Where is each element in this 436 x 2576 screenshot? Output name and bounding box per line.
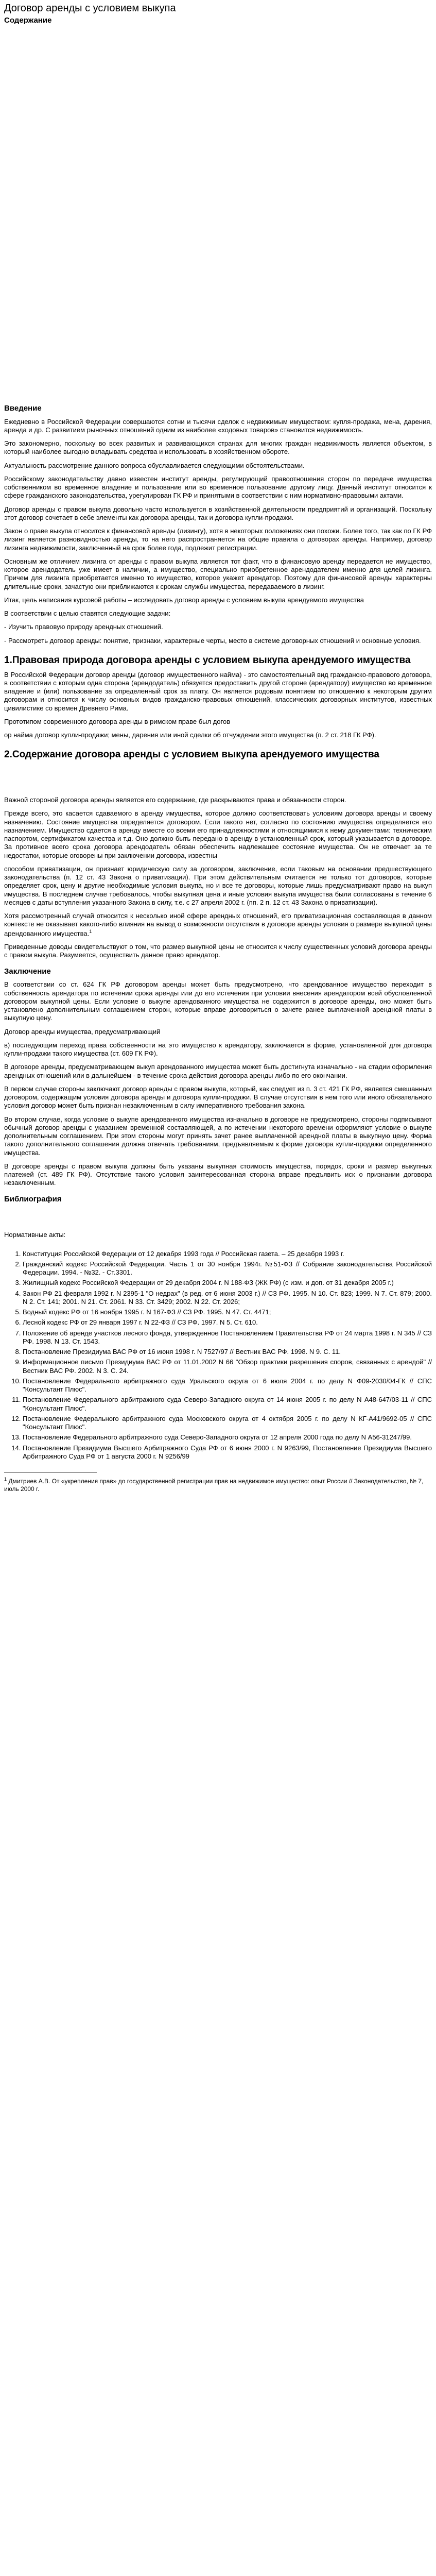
list-item: 11. Постановление Федерального арбитражного суда Северо-Западного округа от 14 июня 2005 г. по делу N А48-647/03-11 // СПС "Консультант Плюс". bbox=[23, 1396, 432, 1413]
list-item: 10. Постановление Федерального арбитражного суда Уральского округа от 6 июля 2004 г. по делу N Ф09-2030/04-ГК // СПС "Консультант Плюс". bbox=[23, 1377, 432, 1394]
contents-heading: Содержание bbox=[4, 16, 52, 25]
conclusion-paragraph: В договоре аренды, предусматривающем выкуп арендованного имущества может быть достигнута изначально - на стадии оформления арендных отношений или в дальнейшем - в течение срока действия договора аренды либо по его окончании. bbox=[4, 1063, 432, 1079]
intro-paragraph: Закон о праве выкупа относится к финансовой аренды (лизингу), хотя в некоторых положениях они похожи. Более того, так как по ГК РФ лизинг является разновидностью аренды, то на него распространяется на общие правила о договорах аренды. Например, договор лизинга недвижимости, заключенный на срок более года, подлежит регистрации. bbox=[4, 527, 432, 552]
list-item: 12. Постановление Федерального арбитражного суда Московского округа от 4 октября 2005 г. по делу N КГ-А41/9692-05 // СПС "Консультант Плюс". bbox=[23, 1415, 432, 1432]
section-1-paragraph: В Российской Федерации договор аренды (договор имущественного найма) - это самостоятельный вид гражданско-правового договора, в соответствии с которым одна сторона (арендодатель) обязуется предоставить другой стороне (арендатору) имущество во временное владение и (или) пользование за определенный срок за плату. Он является родовым понятием по отношению к некоторым другим договорам и относится к числу основных видов гражданско-правовых отношений, классических договорных институтов, известных цивилистике со времен Древнего Рима. bbox=[4, 670, 432, 712]
acts-list bbox=[4, 1250, 432, 1461]
section-1-heading: 1.Правовая природа договора аренды с условием выкупа арендуемого имущества bbox=[4, 654, 411, 666]
intro-paragraph: В соответствии с целью ставятся следующие задачи: bbox=[4, 609, 171, 617]
intro-paragraph: Актуальность рассмотрение данного вопроса обуславливается следующими обстоятельствами. bbox=[4, 461, 305, 469]
intro-task-item: - Изучить правовую природу арендных отношений. bbox=[4, 623, 163, 631]
contents-blank-area bbox=[4, 26, 432, 392]
list-item: 2. Гражданский кодекс Российской Федерации. Часть 1 от 30 ноября 1994г. №51-ФЗ // Собрание законодательства Российской Федерации. 1994. - №32. - Ст.3301. bbox=[23, 1260, 432, 1277]
conclusion-paragraph: Договор аренды имущества, предусматривающий bbox=[4, 1027, 161, 1036]
footnote bbox=[4, 1477, 432, 1493]
footnote-marker: 1 bbox=[4, 1477, 7, 1482]
list-item: 14. Постановление Президиума Высшего Арбитражного Суда РФ от 6 июня 2000 г. N 9263/99, Постановление Президиума Высшего Арбитражного Суда РФ от 1 августа 2000 г. N 9256/99 bbox=[23, 1444, 432, 1461]
bibliography-blank-area bbox=[4, 1208, 432, 1224]
section-2-heading: 2.Содержание договора аренды с условием выкупа арендуемого имущества bbox=[4, 749, 379, 760]
conclusion-paragraph: Во втором случае, когда условие о выкупе арендованного имущества изначально в договоре не предусмотрено, стороны подписывают обычный договор аренды с указанием временной составляющей, а по истечении некоторого времени оформляют условие о выкупе дополнительным соглашением. При этом стороны могут принять зачет ранее выплаченной арендной платы в выкупную цену. Форма такого дополнительного соглашения должна отвечать требованиям, предъявляемым к форме договора купли-продажи определенного имущества. bbox=[4, 1115, 432, 1157]
intro-paragraph: Ежедневно в Российской Федерации совершаются сотни и тысячи сделок с недвижимым имуществом: купля-продажа, мена, дарения, аренда и др. С развитием рыночных отношений одним из наиболее «ходовых товаров» становится недвижимость. bbox=[4, 417, 432, 434]
intro-paragraph: Это закономерно, поскольку во всех развитых и развивающихся странах для многих граждан недвижимость является объектом, в который наиболее выгодно вкладывать средства и использовать в хозяйственном обороте. bbox=[4, 439, 432, 456]
list-item: 8. Постановление Президиума ВАС РФ от 16 июня 1998 г. N 7527/97 // Вестник ВАС РФ. 1998. N 9. С. 11. bbox=[23, 1348, 432, 1356]
intro-body bbox=[4, 418, 432, 645]
list-item: 9. Информационное письмо Президиума ВАС РФ от 11.01.2002 N 66 "Обзор практики разрешения споров, связанных с арендой" // Вестник ВАС РФ. 2002. N 3. С. 24. bbox=[23, 1358, 432, 1375]
list-item: 4. Закон РФ 21 февраля 1992 г. N 2395-1 "О недрах" (в ред. от 6 июня 2003 г.) // СЗ РФ. 1995. N 10. Ст. 823; 1999. N 7. Ст. 879; 2000. N 2. Ст. 141; 2001. N 21. Ст. 2061. N 33. Ст. 3429; 2002. N 22. Ст. 2026; bbox=[23, 1290, 432, 1307]
section-2-body bbox=[4, 796, 432, 960]
intro-task-item: - Рассмотреть договор аренды: понятие, признаки, характерные черты, место в системе договорных отношений и основные условия. bbox=[4, 636, 421, 645]
footnote-text: Дмитриев А.В. От «укрепления прав» до государственной регистрации прав на недвижимое имущество: опыт России // Законодательство, № 7, июль 2000 г. bbox=[4, 1478, 424, 1493]
section-2-paragraph-text: Хотя рассмотренный случай относится к несколько иной сфере арендных отношений, его приватизационная составляющая в данном контексте не оказывает какого-либо влияния на вывод о возможности отсутствия в договоре аренды условия о размере выкупной цены арендованного имущества. bbox=[4, 912, 432, 937]
conclusion-paragraph: в) последующим переход права собственности на это имущество к арендатору, заключается в форме, установленной для договора купли-продажи такого имущества (ст. 609 ГК РФ). bbox=[4, 1041, 432, 1058]
document-title: Договор аренды с условием выкупа bbox=[4, 3, 176, 14]
conclusion-body bbox=[4, 980, 432, 1187]
conclusion-paragraph: В договоре аренды с правом выкупа должны быть указаны выкупная стоимость имущества, порядок, сроки и размер выкупных платежей (ст. 489 ГК РФ). Отсутствие такого условия заинтересованная сторона вправе предъявить иск о признании договора незаключенным. bbox=[4, 1162, 432, 1187]
list-item: 5. Водный кодекс РФ от 16 ноября 1995 г. N 167-ФЗ // СЗ РФ. 1995. N 47. Ст. 4471; bbox=[23, 1308, 432, 1316]
intro-paragraph: Основным же отличием лизинга от аренды с правом выкупа является тот факт, что в финансовую аренду передается не имущество, которое арендодатель уже имеет в наличии, а имущество, специально приобретенное арендодателем именно для целей лизинга. Причем для лизинга приобретается именно то имущество, которое укажет арендатор. Поэтому для финансовой аренды характерны длительные сроки, зачастую они приближаются к срокам службы имущества, передаваемого в лизинг. bbox=[4, 557, 432, 590]
acts-label: Нормативные акты: bbox=[4, 1231, 66, 1239]
bibliography-heading: Библиография bbox=[4, 1194, 62, 1204]
section-2-paragraph: Приведенные доводы свидетельствуют о том, что размер выкупной цены не относится к числу существенных условий договора аренды с правом выкупа. Разумеется, осуществить данное право арендатор. bbox=[4, 943, 432, 959]
section-2-paragraph: способом приватизации, он признает юридическую силу за договором, заключение, если таковым на основании предшествующего законодательства (п. 12 ст. 43 Закона о приватизации). При этом действительным считается не только тот договоров, которые определяет срок, цену и другие необходимые условия выкупа, но и все те договоры, которые лишь предусматривают право на выкуп имущества. В последнем случае требовалось, чтобы выкупная цена и иные условия выкупа имущества были согласованы в течение 6 месяцев с даты вступления указанного Закона в силу, т.е. с 27 апреля 2002 г. (пп. 2 п. 12 ст. 43 Закона о приватизации). bbox=[4, 865, 432, 906]
section-2-paragraph bbox=[4, 912, 432, 938]
conclusion-heading: Заключение bbox=[4, 967, 51, 976]
intro-paragraph: Российскому законодательству давно известен институт аренды, регулирующий правоотношения сторон по передаче имущества собственником во временное владение и пользование или во временное пользование другому лицу. Данный институт относится к сфере гражданского законодательства, урегулирован ГК РФ и принятыми в соответствии с ним нормативно-правовыми актами. bbox=[4, 474, 432, 500]
section-1-paragraph: Прототипом современного договора аренды в римском праве был догов bbox=[4, 717, 231, 725]
list-item: 6. Лесной кодекс РФ от 29 января 1997 г. N 22-ФЗ // СЗ РФ. 1997. N 5. Ст. 610. bbox=[23, 1318, 432, 1327]
intro-heading: Введение bbox=[4, 403, 42, 413]
section-blank-area bbox=[4, 765, 432, 796]
list-item: 13. Постановление Федерального арбитражного суда Северо-Западного округа от 12 апреля 2000 года по делу N А56-31247/99. bbox=[23, 1433, 432, 1442]
section-2-paragraph: Прежде всего, это касается сдаваемого в аренду имущества, которое должно соответствовать условиям договора аренды и своему назначению. Состояние имущества определяется договором. Если такого нет, согласно по состоянию имущества определяется его назначением. Имущество сдается в аренду вместе со всеми его принадлежностями и относящимися к нему документами: техническим паспортом, сертификатом качества и т.д. Оно должно быть передано в аренду в установленный срок, который указывается в договоре. За противное всего срока договора арендодатель обязан обеспечить надлежащее состояние имущества. Он не отвечает за те недостатки, которые оговорены при заключении договора, известны bbox=[4, 809, 432, 859]
section-1-paragraph: ор найма договор купли-продажи; мены, дарения или иной сделки об отчуждении этого имущества (п. 2 ст. 218 ГК РФ). bbox=[4, 731, 376, 739]
list-item: 1. Конституция Российской Федерации от 12 декабря 1993 года // Российская газета. – 25 декабря 1993 г. bbox=[23, 1250, 432, 1258]
list-item: 7. Положение об аренде участков лесного фонда, утвержденное Постановлением Правительства РФ от 24 марта 1998 г. N 345 // СЗ РФ. 1998. N 13. Ст. 1543. bbox=[23, 1329, 432, 1346]
conclusion-paragraph: В первом случае стороны заключают договор аренды с правом выкупа, который, как следует из п. 3 ст. 421 ГК РФ, является смешанным договором, содержащим условия договора аренды и договора купли-продажи. В случае отсутствия в нем того или иного обязательного условия договор может быть признан незаключенным в силу императивного требования закона. bbox=[4, 1084, 432, 1110]
conclusion-paragraph: В соответствии со ст. 624 ГК РФ договором аренды может быть предусмотрено, что арендованное имущество переходит в собственность арендатора по истечении срока аренды или до его истечения при условии внесения арендатором всей обусловленной договором выкупной цены. Если условие о выкупе арендованного имущества не содержится в договоре аренды, оно может быть установлено дополнительным соглашением сторон, которые вправе договориться о зачете ранее выплаченной арендной платы в выкупную цену. bbox=[4, 980, 432, 1022]
footnote-reference[interactable]: 1 bbox=[89, 928, 92, 934]
intro-paragraph: Итак, цель написания курсовой работы – исследовать договор аренды с условием выкупа арендуемого имущества bbox=[4, 596, 364, 604]
section-2-paragraph: Важной стороной договора аренды является его содержание, где раскрываются права и обязанности сторон. bbox=[4, 796, 346, 804]
intro-paragraph: Договор аренды с правом выкупа довольно часто используется в хозяйственной деятельности предприятий и организаций. Поскольку этот договор сочетает в себе элементы как договора аренды, так и договора купли-продажи. bbox=[4, 505, 432, 521]
section-1-body bbox=[4, 671, 432, 740]
list-item: 3. Жилищный кодекс Российской Федерации от 29 декабря 2004 г. N 188-ФЗ (ЖК РФ) (с изм. и доп. от 31 декабря 2005 г.) bbox=[23, 1279, 432, 1287]
